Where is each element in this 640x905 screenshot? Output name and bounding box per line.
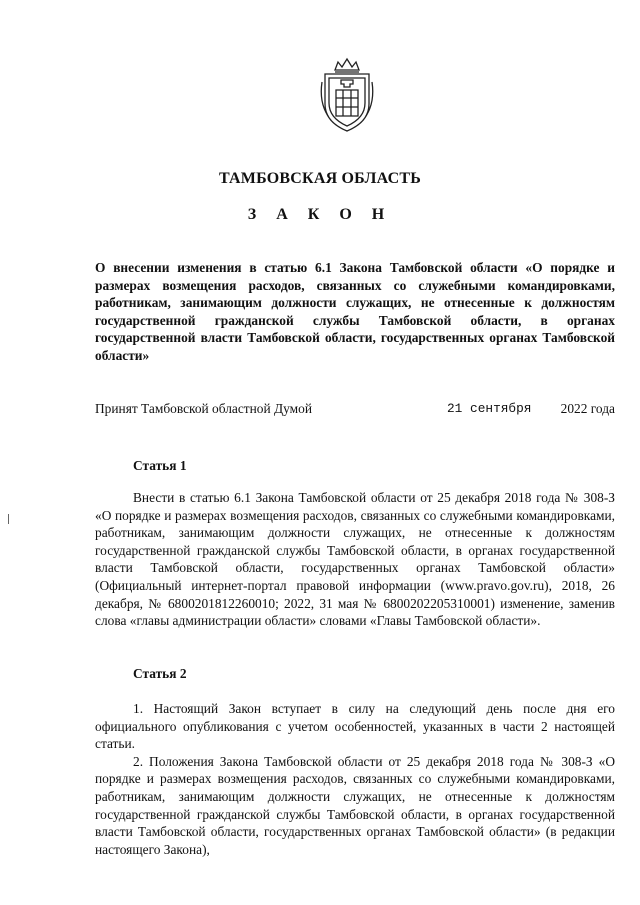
adoption-line (95, 401, 615, 419)
article-1-title: Статья 1 (133, 458, 187, 473)
article-2-paragraph-2: 2. Положения Закона Тамбовской области от 25 декабря 2018 года № 308-З «О порядке и размерах возмещения расходов, связанных со служебными командировками, работникам, занимающим должности служащих, не отнесенные к должностям государственной гражданской службы Тамбовской области, в органах государственной власти Тамбовской области, государственных органах Тамбовской области» (в редакции настоящего Закона), (95, 753, 615, 857)
adoption-label: Принят Тамбовской областной Думой (95, 401, 313, 416)
article-2-body (95, 700, 615, 858)
adoption-year: 2022 года (560, 401, 615, 416)
coat-of-arms-emblem (318, 56, 376, 134)
article-2-title: Статья 2 (133, 666, 187, 681)
region-title: ТАМБОВСКАЯ ОБЛАСТЬ (218, 170, 422, 187)
article-1-body (95, 489, 615, 630)
article-1-paragraph: Внести в статью 6.1 Закона Тамбовской области от 25 декабря 2018 года № 308-З «О порядке и размерах возмещения расходов, связанных со служебными командировками, работникам, занимающим должности служащих, не отнесенные к должностям государственной гражданской службы Тамбовской области, в органах государственной власти Тамбовской области, государственных органах Тамбовской области» (Официальный интернет-портал правовой информации (www.pravo.gov.ru), 2018, 26 декабря, № 6800201812260010; 2022, 31 мая № 6800202205310001) изменение, заменив слова «главы администрации области» словами «Главы Тамбовской области». (95, 490, 615, 629)
article-2-paragraph-1: 1. Настоящий Закон вступает в силу на следующий день после дня его официального опубликования с учетом особенностей, указанных в части 2 настоящей статьи. (95, 701, 615, 752)
margin-mark (8, 514, 9, 524)
document-type-title: З А К О Н (247, 206, 393, 223)
adoption-date: 21 сентября (447, 401, 532, 416)
law-subject-title: О внесении изменения в статью 6.1 Закона Тамбовской области «О порядке и размерах возмещения расходов, связанных со служебными командировками, работникам, занимающим должности служащих, не отнесенные к должностям государственной гражданской службы Тамбовской области, в органах государственной власти Тамбовской области, государственных органах Тамбовской области» (95, 260, 615, 363)
